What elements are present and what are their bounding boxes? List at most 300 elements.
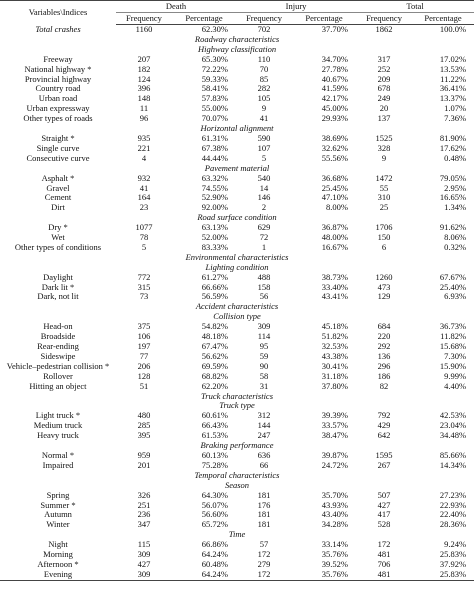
injury-percentage-cell: 35.70%	[321, 490, 349, 500]
total-frequency-cell: 317	[377, 54, 391, 64]
total-frequency-cell: 310	[377, 193, 391, 203]
section-row	[0, 263, 474, 273]
row-label: Spring	[46, 490, 70, 500]
row-label: Afternoon *	[37, 559, 79, 569]
injury-frequency-cell: 282	[257, 84, 271, 94]
total-frequency-cell: 150	[377, 233, 391, 243]
table-row	[0, 520, 474, 530]
death-percentage-cell: 72.22%	[201, 64, 229, 74]
row-label: Straight *	[41, 133, 75, 143]
death-frequency-cell: 41	[139, 183, 149, 193]
total-frequency-cell: 1472	[375, 173, 393, 183]
injury-percentage-cell: 51.82%	[321, 332, 349, 342]
injury-percentage-cell: 41.59%	[321, 84, 349, 94]
death-frequency-cell: 309	[116, 570, 172, 580]
total-frequency-cell: 528	[377, 520, 391, 530]
injury-frequency-cell: 57	[259, 540, 269, 550]
injury-percentage-cell: 31.18%	[321, 371, 349, 381]
section-row	[0, 302, 474, 312]
total-percentage-cell: 0.48%	[444, 153, 467, 163]
total-percentage-cell: 1.34%	[444, 203, 467, 213]
row-label: Morning	[43, 550, 73, 560]
injury-percentage-cell: 34.70%	[321, 54, 349, 64]
injury-percentage-cell: 35.76%	[321, 550, 349, 560]
total-frequency-cell: 706	[377, 559, 391, 569]
death-frequency-cell: 959	[137, 450, 151, 460]
table-row	[0, 491, 474, 501]
row-label: Medium truck	[33, 421, 83, 431]
injury-percentage-cell: 27.78%	[321, 64, 349, 74]
row-label: Wet	[51, 233, 65, 243]
death-percentage-cell: 63.32%	[201, 173, 229, 183]
injury-percentage-cell: 32.62%	[321, 143, 349, 153]
injury-frequency-cell: 105	[257, 94, 271, 104]
row-label: Sideswipe	[40, 351, 76, 361]
injury-percentage-cell: 33.14%	[321, 540, 349, 550]
section-row	[0, 441, 474, 451]
injury-percentage-cell: 43.93%	[321, 500, 349, 510]
row-label: Broadside	[40, 332, 76, 342]
section-heading: Roadway characteristics	[194, 34, 280, 44]
section-row	[0, 392, 474, 402]
total-frequency-cell: 328	[377, 143, 391, 153]
total-percentage-cell: 100.0%	[439, 24, 467, 34]
injury-frequency-cell: 540	[257, 173, 271, 183]
total-percentage-cell: 13.53%	[439, 64, 467, 74]
row-label: Light truck *	[35, 411, 81, 421]
total-percentage-cell: 11.22%	[440, 74, 467, 84]
table-row	[0, 372, 474, 382]
table-row	[0, 510, 474, 520]
death-frequency-cell: 11	[139, 104, 149, 114]
death-frequency-cell: 395	[137, 431, 151, 441]
section-heading: Season	[224, 480, 250, 490]
total-frequency-cell: 20	[379, 104, 389, 114]
injury-percentage-cell: 36.68%	[321, 173, 349, 183]
injury-frequency-cell: 90	[259, 361, 269, 371]
injury-percentage-cell: 37.70%	[321, 24, 349, 34]
table-row	[0, 223, 474, 233]
injury-frequency-cell: 181	[257, 520, 271, 530]
death-frequency-cell: 23	[139, 203, 149, 213]
row-label: Heavy truck	[37, 431, 79, 441]
row-label: Freeway	[43, 54, 73, 64]
table-row	[0, 421, 474, 431]
injury-frequency-cell: 146	[257, 193, 271, 203]
section-heading: Environmental characteristics	[185, 252, 289, 262]
row-label: Dirt	[51, 203, 65, 213]
table-body	[0, 25, 474, 581]
total-frequency-cell: 417	[377, 510, 391, 520]
death-frequency-cell: 128	[137, 371, 151, 381]
death-frequency-cell: 772	[137, 272, 151, 282]
row-label: Summer *	[40, 500, 76, 510]
injury-frequency-cell: 41	[259, 114, 269, 124]
injury-percentage-cell: 43.38%	[321, 351, 349, 361]
total-percentage-cell: 91.62%	[439, 223, 467, 233]
row-label: Provincial highway	[24, 74, 92, 84]
injury-frequency-header: Frequency	[236, 13, 292, 25]
table-row	[0, 362, 474, 372]
row-label: Consecutive curve	[26, 153, 90, 163]
total-frequency-cell: 1706	[375, 223, 393, 233]
section-row	[0, 213, 474, 223]
table-header	[0, 1, 474, 25]
death-frequency-cell: 285	[137, 421, 151, 431]
death-percentage-cell: 75.28%	[201, 460, 229, 470]
injury-frequency-cell: 85	[259, 74, 269, 84]
row-label: Normal *	[41, 450, 75, 460]
total-frequency-cell: 252	[377, 64, 391, 74]
total-percentage-cell: 14.34%	[439, 460, 467, 470]
injury-percentage-cell: 37.80%	[321, 381, 349, 391]
total-frequency-cell: 429	[377, 421, 391, 431]
injury-frequency-cell: 110	[257, 54, 271, 64]
total-percentage-cell: 25.83%	[412, 570, 474, 580]
injury-percentage-cell: 36.87%	[321, 223, 349, 233]
injury-frequency-cell: 59	[259, 351, 269, 361]
injury-percentage-cell: 32.53%	[321, 342, 349, 351]
table-row	[0, 243, 474, 253]
row-label: Autumn	[44, 510, 72, 520]
total-percentage-cell: 85.66%	[439, 450, 467, 460]
death-frequency-cell: 5	[141, 242, 147, 252]
total-percentage-cell: 81.90%	[439, 133, 467, 143]
total-percentage-cell: 37.92%	[439, 559, 467, 569]
total-frequency-cell: 220	[377, 332, 391, 342]
death-percentage-cell: 52.00%	[201, 233, 229, 243]
table-row	[0, 332, 474, 342]
death-frequency-cell: 182	[137, 64, 151, 74]
table-row	[0, 431, 474, 441]
death-percentage-cell: 70.07%	[201, 114, 229, 124]
death-percentage-cell: 65.72%	[201, 520, 229, 530]
total-percentage-header: Percentage	[412, 13, 474, 25]
table-row	[0, 411, 474, 421]
table-row	[0, 104, 474, 114]
section-row	[0, 124, 474, 134]
table-row	[0, 174, 474, 184]
injury-percentage-cell: 38.73%	[321, 272, 349, 282]
death-frequency-cell: 480	[137, 411, 151, 421]
death-percentage-cell: 61.27%	[201, 272, 229, 282]
injury-frequency-cell: 107	[257, 143, 271, 153]
total-percentage-cell: 27.23%	[439, 490, 467, 500]
total-frequency-cell: 267	[377, 460, 391, 470]
total-frequency-cell: 9	[381, 153, 387, 163]
injury-percentage-cell: 38.47%	[321, 431, 349, 441]
death-percentage-cell: 64.30%	[201, 490, 229, 500]
table-row	[0, 94, 474, 104]
death-percentage-cell: 74.55%	[201, 183, 229, 193]
injury-frequency-cell: 702	[257, 24, 271, 34]
injury-frequency-cell: 31	[259, 381, 269, 391]
total-frequency-cell: 172	[377, 540, 391, 550]
injury-percentage-cell: 40.67%	[321, 74, 349, 84]
death-frequency-cell: 326	[137, 490, 151, 500]
total-percentage-cell: 79.05%	[439, 173, 467, 183]
injury-percentage-cell: 42.17%	[321, 94, 349, 104]
injury-frequency-cell: 176	[257, 500, 271, 510]
table-row	[0, 451, 474, 461]
injury-percentage-cell: 34.28%	[321, 520, 349, 530]
death-frequency-cell: 427	[137, 559, 151, 569]
injury-frequency-cell: 312	[257, 411, 271, 421]
injury-percentage-cell: 39.39%	[321, 411, 349, 421]
death-percentage-cell: 60.48%	[201, 559, 229, 569]
injury-percentage-cell: 43.41%	[321, 292, 349, 302]
total-frequency-cell: 249	[377, 94, 391, 104]
injury-frequency-cell: 58	[259, 371, 269, 381]
death-percentage-cell: 58.41%	[201, 84, 229, 94]
death-frequency-cell: 106	[137, 332, 151, 342]
total-frequency-cell: 427	[377, 500, 391, 510]
row-label: Asphalt *	[41, 173, 75, 183]
row-label: Urban road	[38, 94, 78, 104]
death-frequency-cell: 77	[139, 351, 149, 361]
death-percentage-cell: 56.62%	[201, 351, 229, 361]
injury-percentage-cell: 39.87%	[321, 450, 349, 460]
total-percentage-cell: 15.68%	[439, 342, 467, 351]
death-percentage-cell: 56.60%	[201, 510, 229, 520]
death-percentage-cell: 66.86%	[201, 540, 229, 550]
death-frequency-cell: 347	[137, 520, 151, 530]
total-frequency-cell: 642	[377, 431, 391, 441]
injury-frequency-cell: 2	[261, 203, 267, 213]
total-frequency-cell: 1862	[375, 24, 393, 34]
injury-frequency-cell: 95	[259, 342, 269, 351]
section-row	[0, 471, 474, 481]
table-row	[0, 75, 474, 85]
total-frequency-cell: 6	[381, 242, 387, 252]
injury-frequency-cell: 72	[259, 233, 269, 243]
total-percentage-cell: 36.41%	[439, 84, 467, 94]
total-percentage-cell: 22.40%	[439, 510, 467, 520]
injury-percentage-cell: 43.40%	[321, 510, 349, 520]
table-row	[0, 382, 474, 392]
table-row	[0, 322, 474, 332]
injury-frequency-cell: 158	[257, 282, 271, 292]
injury-frequency-cell: 488	[257, 272, 271, 282]
section-row	[0, 530, 474, 540]
table-row	[0, 540, 474, 550]
row-label: Hitting an object	[29, 381, 87, 391]
row-label: Dark lit *	[41, 282, 75, 292]
table-row	[0, 55, 474, 65]
row-label: Vehicle–pedestrian collision *	[6, 361, 110, 371]
total-frequency-cell: 1595	[375, 450, 393, 460]
table-row	[0, 292, 474, 302]
injury-frequency-cell: 309	[257, 322, 271, 332]
injury-frequency-cell: 1	[261, 242, 267, 252]
total-percentage-cell: 11.82%	[440, 332, 467, 342]
table-row	[0, 501, 474, 511]
death-frequency-cell: 206	[137, 361, 151, 371]
total-percentage-cell: 8.06%	[444, 233, 467, 243]
total-percentage-cell: 34.48%	[439, 431, 467, 441]
section-heading: Highway classification	[197, 44, 277, 54]
total-percentage-cell: 6.93%	[444, 292, 467, 302]
injury-percentage-cell: 35.76%	[292, 570, 356, 580]
death-percentage-header: Percentage	[172, 13, 236, 25]
total-percentage-cell: 7.36%	[444, 114, 467, 124]
row-label: Other types of roads	[23, 114, 93, 124]
table-row	[0, 570, 474, 580]
row-label: Head-on	[43, 322, 73, 332]
total-percentage-cell: 15.90%	[439, 361, 467, 371]
table-row	[0, 550, 474, 560]
death-percentage-cell: 55.00%	[201, 104, 229, 114]
death-percentage-cell: 52.90%	[201, 193, 229, 203]
injury-frequency-cell: 629	[257, 223, 271, 233]
injury-frequency-cell: 66	[259, 460, 269, 470]
death-frequency-cell: 124	[137, 74, 151, 84]
death-frequency-cell: 78	[139, 233, 149, 243]
table-row	[0, 65, 474, 75]
total-percentage-cell: 16.65%	[439, 193, 467, 203]
death-percentage-cell: 61.53%	[201, 431, 229, 441]
total-percentage-cell: 17.02%	[439, 54, 467, 64]
section-row	[0, 253, 474, 263]
injury-frequency-cell: 636	[257, 450, 271, 460]
table-row	[0, 560, 474, 570]
death-percentage-cell: 62.30%	[201, 24, 229, 34]
injury-percentage-cell: 45.18%	[321, 322, 349, 332]
table-row	[0, 273, 474, 283]
injury-frequency-cell: 181	[257, 490, 271, 500]
row-label: Impaired	[42, 460, 74, 470]
death-percentage-cell: 69.59%	[201, 361, 229, 371]
injury-percentage-cell: 48.00%	[321, 233, 349, 243]
total-percentage-cell: 36.73%	[439, 322, 467, 332]
death-frequency-cell: 96	[139, 114, 149, 124]
death-percentage-cell: 67.38%	[201, 143, 229, 153]
total-percentage-cell: 28.36%	[439, 520, 467, 530]
total-frequency-cell: 473	[377, 282, 391, 292]
table-row	[0, 144, 474, 154]
row-label: Rear-ending	[37, 342, 79, 351]
injury-frequency-cell: 144	[257, 421, 271, 431]
death-frequency-cell: 309	[137, 550, 151, 560]
total-frequency-cell: 507	[377, 490, 391, 500]
section-heading: Pavement material	[204, 163, 270, 173]
injury-percentage-cell: 8.00%	[326, 203, 349, 213]
section-heading: Truck type	[219, 401, 255, 411]
total-frequency-cell: 684	[377, 322, 391, 332]
total-percentage-cell: 2.95%	[444, 183, 467, 193]
total-percentage-cell: 67.67%	[439, 272, 467, 282]
death-frequency-header: Frequency	[116, 13, 172, 25]
section-heading: Collision type	[213, 312, 261, 322]
total-frequency-cell: 1260	[375, 272, 393, 282]
section-heading: Truck characteristics	[201, 391, 274, 401]
row-label: Dark, not lit	[37, 292, 79, 302]
injury-frequency-cell: 9	[261, 104, 267, 114]
total-frequency-cell: 129	[377, 292, 391, 302]
section-heading: Road surface condition	[197, 213, 277, 223]
injury-frequency-cell: 70	[259, 64, 269, 74]
injury-percentage-cell: 30.41%	[321, 361, 349, 371]
death-percentage-cell: 59.33%	[201, 74, 229, 84]
total-frequency-cell: 1525	[375, 133, 393, 143]
total-frequency-cell: 292	[377, 342, 391, 351]
death-percentage-cell: 57.83%	[201, 94, 229, 104]
table-row	[0, 352, 474, 362]
injury-frequency-cell: 590	[257, 133, 271, 143]
table-row	[0, 283, 474, 293]
total-percentage-cell: 25.83%	[439, 550, 467, 560]
total-frequency-cell: 296	[377, 361, 391, 371]
death-percentage-cell: 44.44%	[201, 153, 229, 163]
section-heading: Time	[228, 530, 246, 540]
death-frequency-cell: 236	[137, 510, 151, 520]
total-frequency-cell: 481	[377, 550, 391, 560]
death-frequency-cell: 221	[137, 143, 151, 153]
row-label: Rollover	[43, 371, 73, 381]
death-frequency-cell: 932	[137, 173, 151, 183]
section-row	[0, 312, 474, 322]
row-label: Winter	[46, 520, 70, 530]
total-frequency-cell: 137	[377, 114, 391, 124]
table-row	[0, 203, 474, 213]
total-frequency-header: Frequency	[356, 13, 412, 25]
death-percentage-cell: 66.66%	[201, 282, 229, 292]
injury-percentage-cell: 39.52%	[321, 559, 349, 569]
row-label: Evening	[0, 570, 116, 580]
death-percentage-cell: 56.59%	[201, 292, 229, 302]
section-row	[0, 481, 474, 491]
death-percentage-cell: 62.20%	[201, 381, 229, 391]
table-row	[0, 233, 474, 243]
injury-percentage-cell: 33.57%	[321, 421, 349, 431]
total-frequency-cell: 186	[377, 371, 391, 381]
death-percentage-cell: 67.47%	[201, 342, 229, 351]
row-label: Gravel	[46, 183, 70, 193]
injury-percentage-cell: 29.93%	[321, 114, 349, 124]
death-percentage-cell: 68.82%	[201, 371, 229, 381]
death-frequency-cell: 375	[137, 322, 151, 332]
total-percentage-cell: 22.93%	[439, 500, 467, 510]
injury-percentage-header: Percentage	[292, 13, 356, 25]
injury-percentage-cell: 38.69%	[321, 133, 349, 143]
injury-frequency-cell: 5	[261, 153, 267, 163]
death-percentage-cell: 48.18%	[201, 332, 229, 342]
total-frequency-cell: 481	[356, 570, 412, 580]
section-row	[0, 164, 474, 174]
death-frequency-cell: 73	[139, 292, 149, 302]
death-frequency-cell: 115	[137, 540, 151, 550]
row-label: Daylight	[43, 272, 73, 282]
death-frequency-cell: 315	[137, 282, 151, 292]
injury-frequency-cell: 181	[257, 510, 271, 520]
death-percentage-cell: 64.24%	[172, 570, 236, 580]
death-percentage-cell: 61.31%	[201, 133, 229, 143]
injury-frequency-cell: 172	[236, 570, 292, 580]
death-percentage-cell: 66.43%	[201, 421, 229, 431]
total-frequency-cell: 82	[379, 381, 389, 391]
row-label: Total crashes	[35, 24, 81, 34]
injury-percentage-cell: 45.00%	[321, 104, 349, 114]
row-label: Other types of conditions	[14, 242, 102, 252]
section-heading: Braking performance	[200, 441, 274, 451]
table-row	[0, 193, 474, 203]
injury-frequency-cell: 279	[257, 559, 271, 569]
death-percentage-cell: 64.24%	[201, 550, 229, 560]
total-percentage-cell: 42.53%	[439, 411, 467, 421]
injury-frequency-cell: 56	[259, 292, 269, 302]
death-group-header: Death	[116, 1, 236, 13]
total-percentage-cell: 23.04%	[439, 421, 467, 431]
